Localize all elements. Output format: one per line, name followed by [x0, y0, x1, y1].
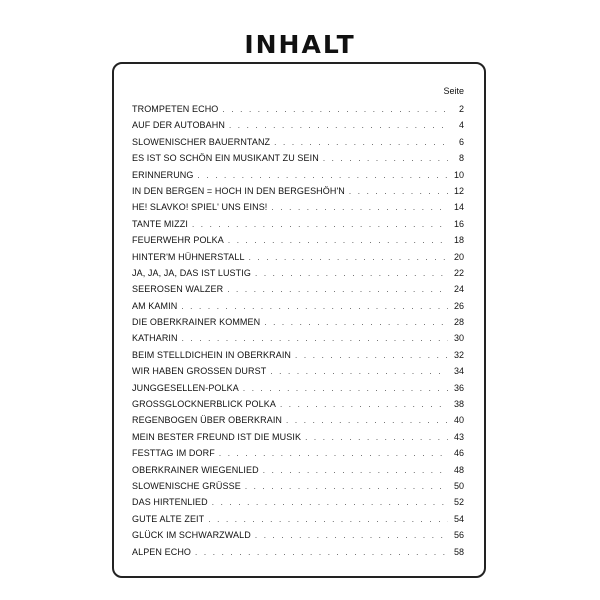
toc-entry-page: 14 [453, 202, 464, 213]
toc-entry-page: 43 [453, 431, 464, 442]
dot-leader [270, 364, 448, 380]
toc-entry-title: FEUERWEHR POLKA [132, 235, 224, 246]
dot-leader [249, 250, 448, 266]
dot-leader [255, 528, 448, 544]
toc-entry-page: 40 [453, 415, 464, 426]
toc-entry-page: 34 [453, 366, 464, 377]
toc-entry [132, 199, 464, 215]
toc-entry [132, 134, 464, 150]
toc-entry [132, 429, 464, 445]
toc-entry-title: JUNGGESELLEN-POLKA [132, 382, 239, 393]
toc-entry-title: GLÜCK IM SCHWARZWALD [132, 530, 251, 541]
dot-leader [255, 266, 448, 282]
toc-entry-page: 2 [458, 104, 464, 114]
toc-entry-page: 8 [458, 153, 464, 164]
toc-entry-page: 36 [453, 382, 464, 393]
toc-entry-page: 12 [453, 185, 464, 196]
dot-leader [264, 315, 448, 331]
toc-entry [132, 347, 464, 363]
toc-entry-title: WIR HABEN GROSSEN DURST [132, 366, 267, 377]
toc-entry-page: 50 [453, 480, 464, 491]
dot-leader [323, 151, 448, 167]
dot-leader [195, 545, 448, 561]
toc-entry-title: DIE OBERKRAINER KOMMEN [132, 317, 261, 328]
toc-entry [132, 150, 464, 166]
toc-entry [132, 478, 464, 494]
dot-leader [219, 446, 448, 462]
toc-entry-page: 30 [453, 333, 464, 344]
toc-entry-title: ALPEN ECHO [132, 546, 192, 557]
toc-entry-page: 16 [453, 218, 464, 229]
toc-entry [132, 363, 464, 379]
toc-entry [132, 380, 464, 396]
toc-entry [132, 511, 464, 527]
toc-entry-page: 54 [453, 513, 464, 524]
toc-entry-title: HINTER'M HÜHNERSTALL [132, 251, 245, 262]
dot-leader [198, 168, 448, 184]
toc-entry [132, 232, 464, 248]
toc-entry-title: REGENBOGEN ÜBER OBERKRAIN [132, 415, 283, 426]
toc-entry [132, 281, 464, 297]
toc-entry-title: SLOWENISCHE GRÜSSE [132, 480, 241, 491]
toc-entry [132, 117, 464, 133]
toc-entry [132, 167, 464, 183]
toc-entry-page: 48 [453, 464, 464, 475]
toc-entry-title: FESTTAG IM DORF [132, 448, 215, 459]
toc-entry [132, 412, 464, 428]
toc-entry-title: ERINNERUNG [132, 169, 194, 180]
toc-entry [132, 527, 464, 543]
toc-entry-page: 20 [453, 251, 464, 262]
dot-leader [280, 397, 448, 413]
toc-entry-title: BEIM STELLDICHEIN IN OBERKRAIN [132, 349, 292, 360]
toc-entry-page: 18 [453, 235, 464, 246]
toc-entry-title: HE! SLAVKO! SPIEL' UNS EINS! [132, 202, 268, 213]
dot-leader [271, 200, 448, 216]
toc-entry-title: SLOWENISCHER BAUERNTANZ [132, 136, 271, 147]
toc-entry-page: 26 [453, 300, 464, 311]
toc-entry-title: SEEROSEN WALZER [132, 284, 224, 295]
toc-entry [132, 462, 464, 478]
dot-leader [228, 233, 448, 249]
dot-leader [263, 463, 448, 479]
toc-entry-title: JA, JA, JA, DAS IST LUSTIG [132, 267, 251, 278]
toc-entry-page: 58 [453, 546, 464, 557]
toc-entry-title: OBERKRAINER WIEGENLIED [132, 464, 259, 475]
page-column-label: Seite [443, 86, 464, 96]
toc-entry-title: TROMPETEN ECHO [132, 104, 219, 114]
toc-entry [132, 494, 464, 510]
toc-entry-page: 56 [453, 530, 464, 541]
page-title: INHALT [244, 29, 356, 59]
toc-entry-title: AUF DER AUTOBAHN [132, 120, 225, 131]
toc-entry-page: 38 [453, 399, 464, 410]
dot-leader [295, 348, 448, 364]
toc-entry [132, 330, 464, 346]
toc-entry [132, 298, 464, 314]
toc-entry-page: 10 [453, 169, 464, 180]
toc-entry-title: KATHARIN [132, 333, 178, 344]
toc-entry [132, 183, 464, 199]
toc-entry-page: 4 [458, 120, 464, 131]
toc-entry-page: 24 [453, 284, 464, 295]
toc-entry [132, 101, 464, 117]
dot-leader [243, 381, 448, 397]
dot-leader [245, 479, 448, 495]
toc-entry [132, 249, 464, 265]
toc-entry-page: 46 [453, 448, 464, 459]
dot-leader [229, 118, 448, 134]
toc-entry-title: GROSSGLOCKNERBLICK POLKA [132, 399, 276, 410]
toc-entry-title: AM KAMIN [132, 300, 178, 311]
dot-leader [305, 430, 448, 446]
table-of-contents-box [112, 62, 486, 578]
toc-entry-title: IN DEN BERGEN = HOCH IN DEN BERGESHÖH'N [132, 185, 345, 196]
dot-leader [286, 413, 448, 429]
toc-entry-title: ES IST SO SCHÖN EIN MUSIKANT ZU SEIN [132, 153, 319, 164]
toc-entry [132, 544, 464, 560]
toc-entry [132, 396, 464, 412]
toc-list [132, 101, 464, 560]
toc-entry [132, 445, 464, 461]
dot-leader [349, 184, 448, 200]
toc-entry-page: 32 [453, 349, 464, 360]
toc-entry-page: 52 [453, 497, 464, 508]
dot-leader [274, 135, 448, 151]
dot-leader [182, 331, 448, 347]
toc-entry-title: DAS HIRTENLIED [132, 497, 208, 508]
dot-leader [192, 217, 448, 233]
dot-leader [227, 282, 448, 298]
toc-entry-title: GUTE ALTE ZEIT [132, 513, 205, 524]
toc-entry-title: MEIN BESTER FREUND IST DIE MUSIK [132, 431, 302, 442]
dot-leader [222, 102, 448, 118]
dot-leader [212, 495, 448, 511]
toc-entry-title: TANTE MIZZI [132, 218, 188, 229]
toc-entry [132, 314, 464, 330]
toc-entry [132, 265, 464, 281]
toc-entry [132, 216, 464, 232]
toc-entry-page: 22 [453, 267, 464, 278]
toc-entry-page: 6 [458, 136, 464, 147]
dot-leader [208, 512, 448, 528]
dot-leader [181, 299, 448, 315]
toc-entry-page: 28 [453, 317, 464, 328]
